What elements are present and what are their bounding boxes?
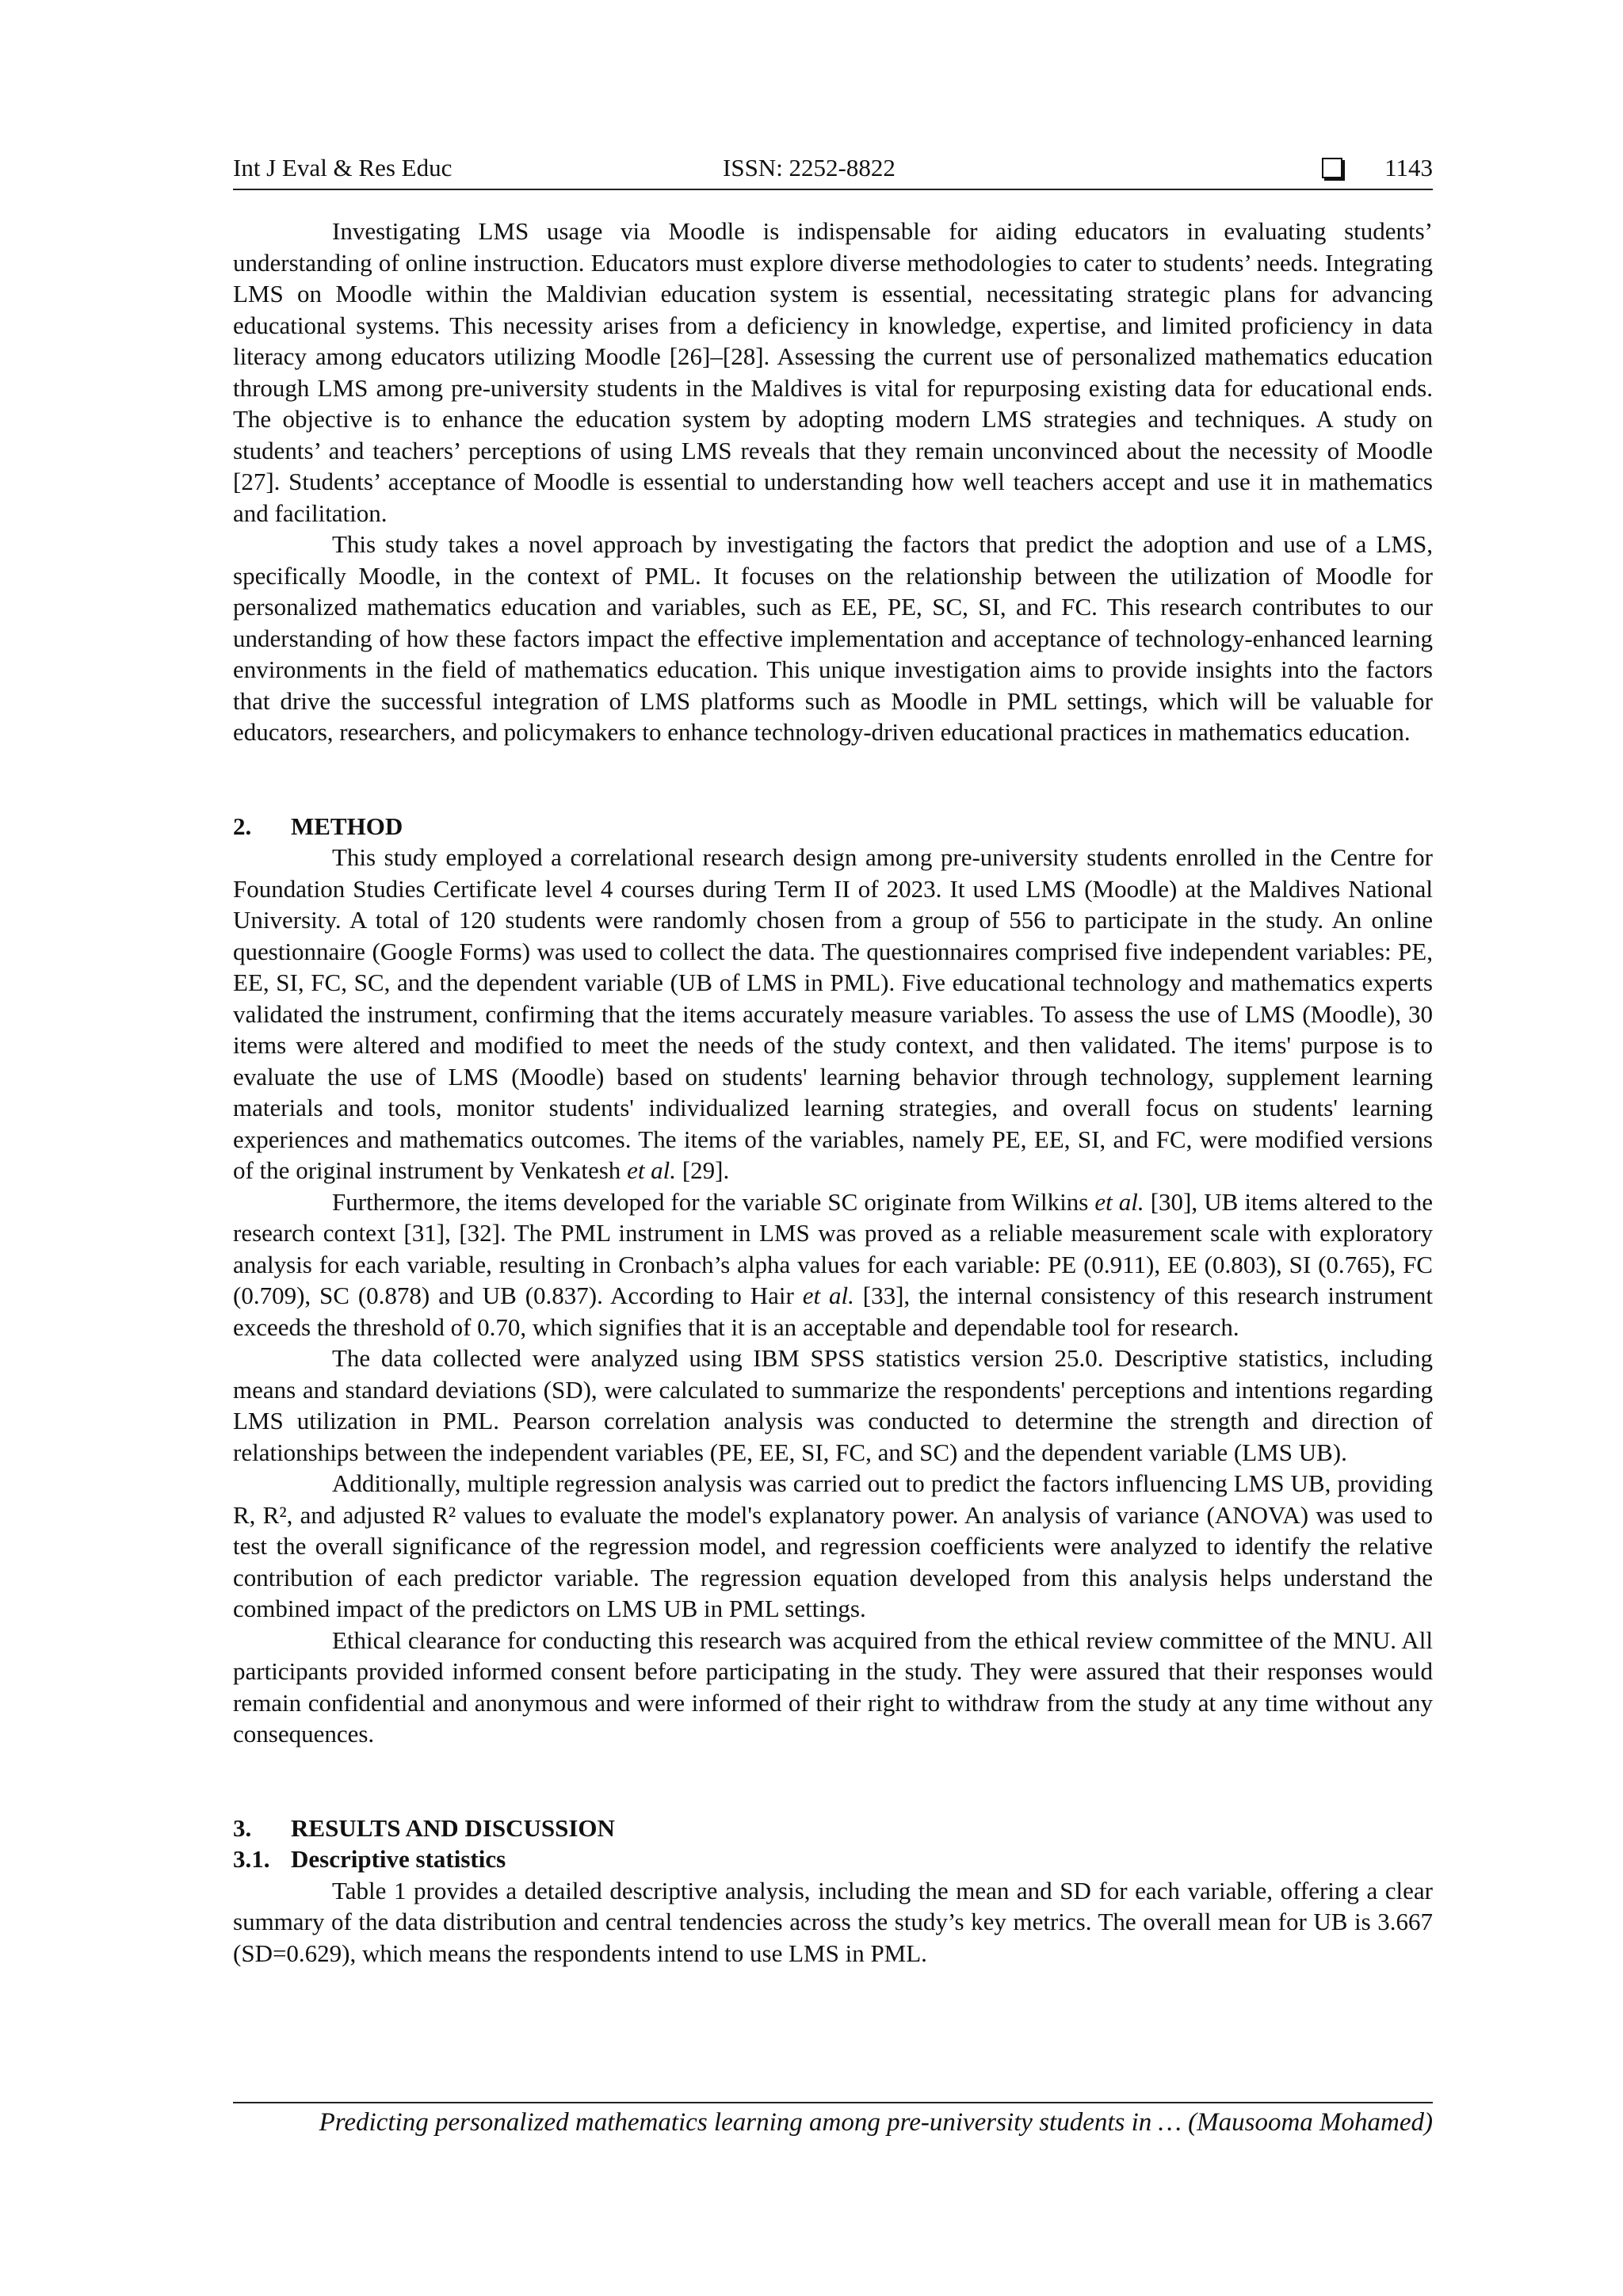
section-spacer <box>233 748 1433 811</box>
method-p1-citation: [29]. <box>682 1156 730 1184</box>
results-heading <box>233 1813 1433 1844</box>
issn-number: ISSN: 2252-8822 <box>723 154 896 181</box>
results-paragraph-1: Table 1 provides a detailed descriptive analysis, including the mean and SD for each variable, offering a clear summary of the data distribution and central tendencies across the study’s key metrics. The overall mean for UB is 3.667 (SD=0.629), which means the respondents intend to use LMS in PML. <box>233 1876 1433 1967</box>
method-p2-text-2: [30], UB items altered to the research context [31], [32]. The PML instrument in LMS was proved as a reliable measurement scale with exploratory analysis for each variable, resulting in Cronbach’s alpha values for each variable: PE (0.911), EE (0.803), SI (0.765), FC (0.709), SC (0.878) and UB (0.837). According to Hair <box>233 1187 1433 1309</box>
intro-paragraph-2: This study takes a novel approach by investigating the factors that predict the adoption and use of a LMS, specifically Moodle, in the context of PML. It focuses on the relationship between the utilization of Moodle for personalized mathematics education and variables, such as EE, PE, SC, SI, and FC. This research contributes to our understanding of how these factors impact the effective implementation and acceptance of technology-enhanced learning environments in the field of mathematics education. This unique investigation aims to provide insights into the factors that drive the successful integration of LMS platforms such as Moodle in PML settings, which will be valuable for educators, researchers, and policymakers to enhance technology-driven educational practices in mathematics education. <box>233 530 1433 746</box>
method-p2-italic-2: et al. <box>802 1282 854 1309</box>
method-p2-italic-1: et al. <box>1094 1187 1144 1216</box>
intro-paragraph-1: Investigating LMS usage via Moodle is indispensable for aiding educators in evaluating students’ understanding of online instruction. Educators must explore diverse methodologies to cater to students’ needs. Integrating LMS on Moodle within the Maldivian education system is essential, necessitating strategic plans for advancing educational systems. This necessity arises from a deficiency in knowledge, expertise, and limited proficiency in data literacy among educators utilizing Moodle [26]–[28]. Assessing the current use of personalized mathematics education through LMS among pre-university students in the Maldives is vital for repurposing existing data for educational ends. The objective is to enhance the education system by adopting modern LMS strategies and techniques. A study on students’ and teachers’ perceptions of using LMS reveals that they remain unconvinced about the necessity of Moodle [27]. Students’ acceptance of Moodle is essential to understanding how well teachers accept and use it in mathematics and facilitation. <box>233 217 1433 527</box>
method-paragraph-5: Ethical clearance for conducting this research was acquired from the ethical review committee of the MNU. All participants provided informed consent before participating in the study. They were assured that their responses would remain confidential and anonymous and were informed of their right to withdraw from the study at any time without any consequences. <box>233 1626 1433 1748</box>
running-title: Predicting personalized mathematics learning among pre-university students in … (Mausooma Mohamed) <box>319 2108 1433 2137</box>
method-paragraph-4: Additionally, multiple regression analysis was carried out to predict the factors influencing LMS UB, providing R, R², and adjusted R² values to evaluate the model's explanatory power. An analysis of variance (ANOVA) was used to test the overall significance of the regression model, and regression coefficients were analyzed to identify the relative contribution of each predictor variable. The regression equation developed from this analysis helps understand the combined impact of the predictors on LMS UB in PML settings. <box>233 1469 1433 1622</box>
page-header <box>233 151 1433 190</box>
page-footer <box>233 2102 1433 2137</box>
method-p2-text-3: [33], the internal consistency of this research instrument exceeds the threshold of 0.70, which signifies that it is an acceptable and dependable tool for research. <box>233 1282 1433 1341</box>
method-paragraph-3: The data collected were analyzed using IBM SPSS statistics version 25.0. Descriptive statistics, including means and standard deviations (SD), were calculated to summarize the respondents' perceptions and intentions regarding LMS utilization in PML. Pearson correlation analysis was conducted to determine the strength and direction of relationships between the independent variables (PE, EE, SI, FC, and SC) and the dependent variable (LMS UB). <box>233 1344 1433 1466</box>
page-number: 1143 <box>1384 154 1433 181</box>
section-spacer <box>233 1750 1433 1813</box>
method-heading <box>233 811 1433 842</box>
method-p2-text-1: Furthermore, the items developed for the variable SC originate from Wilkins <box>332 1187 1089 1216</box>
method-paragraph-2 <box>233 1186 1433 1343</box>
descriptive-subheading <box>233 1843 1433 1875</box>
method-p1-text: This study employed a correlational research design among pre-university students enrolled in the Centre for Foundation Studies Certificate level 4 courses during Term II of 2023. It used LMS (Moodle) at the Maldives National University. A total of 120 students were randomly chosen from a group of 556 to participate in the study. An online questionnaire (Google Forms) was used to collect the data. The questionnaires comprised five independent variables: PE, EE, SI, FC, SC, and the dependent variable (UB of LMS in PML). Five educational technology and mathematics experts validated the instrument, confirming that the items accurately measure variables. To assess the use of LMS (Moodle), 30 items were altered and modified to meet the needs of the study context, and then validated. The items' purpose is to evaluate the use of LMS (Moodle) based on students' learning behavior through technology, supplement learning materials and tools, monitor students' individualized learning strategies, and overall focus on students' learning experiences and mathematics outcomes. The items of the variables, namely PE, EE, SI, and FC, were modified versions of the original instrument by Venkatesh <box>233 843 1433 1184</box>
method-paragraph-1 <box>233 842 1433 1186</box>
results-heading-title: RESULTS AND DISCUSSION <box>291 1813 615 1842</box>
descriptive-subheading-number: 3.1. <box>233 1845 270 1873</box>
descriptive-subheading-title: Descriptive statistics <box>291 1845 506 1873</box>
method-heading-number: 2. <box>233 812 252 840</box>
journal-name: Int J Eval & Res Educ <box>233 154 453 181</box>
box-icon <box>1322 158 1342 178</box>
main-content <box>233 216 1433 1969</box>
method-p1-italic: et al. <box>627 1156 677 1184</box>
method-heading-title: METHOD <box>291 812 403 840</box>
results-heading-number: 3. <box>233 1813 252 1842</box>
